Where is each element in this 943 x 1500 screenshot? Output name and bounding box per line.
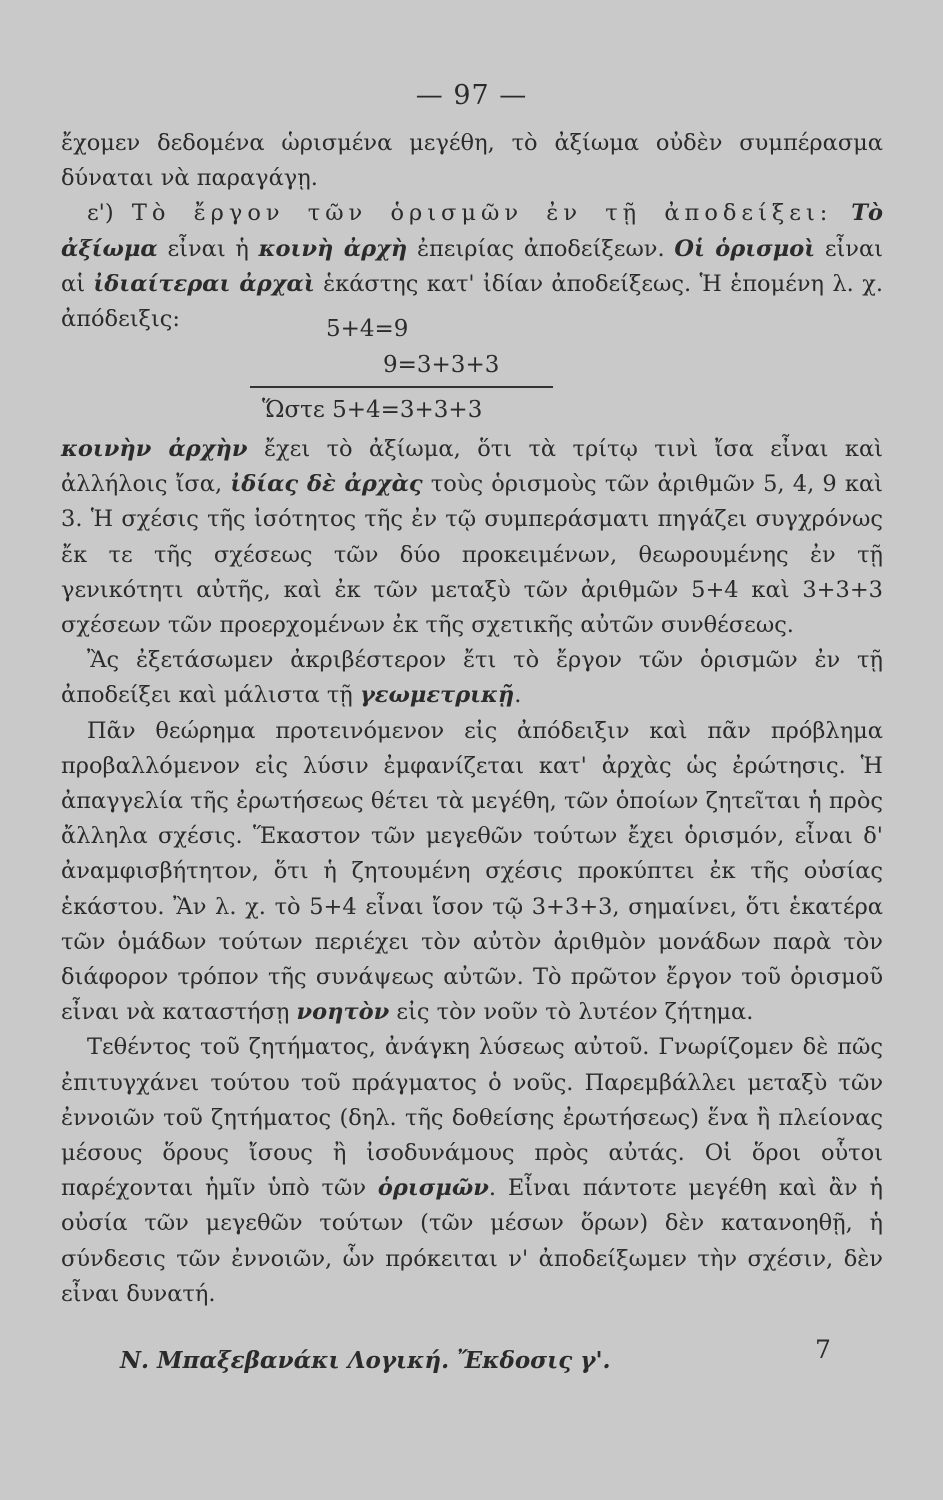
emphasis: νοητὸν: [296, 999, 390, 1026]
paragraph-3: [61, 432, 883, 643]
text-run: ἔχει τὸ ἀξίωμα, ὅτι τὰ τρίτῳ τινὶ ἴσα εἶναι καὶ ἀλλήλοις ἴσα,: [61, 436, 883, 498]
emphasis: γεωμετρικῇ: [359, 682, 515, 709]
text-run: Τεθέντος τοῦ ζητήματος, ἀνάγκη λύσεως αὐτοῦ. Γνωρίζομεν δὲ πῶς ἐπιτυγχάνει τούτου τοῦ πράγματος ὁ νοῦς. Παρεμβάλλει μεταξὺ τῶν ἐννοιῶν τοῦ ζητήματος (δηλ. τῆς δοθείσης ἐρωτήσεως) ἕνα ἢ πλείονας μέσους ὅρους ἴσους ἢ ἰσοδυνάμους πρὸς αὐτάς. Οἱ ὅροι οὗτοι παρέχονται ἡμῖν ὑπὸ τῶν: [61, 1034, 883, 1202]
paragraph-4: [61, 643, 883, 713]
emphasis: ὁρισμῶν: [377, 1175, 489, 1202]
equation-1: 5+4=9: [326, 316, 409, 342]
paragraph-2: [61, 196, 883, 337]
text-run: εἶναι ἡ: [157, 235, 259, 262]
text-run: εἰς τὸν νοῦν τὸ λυτέον ζήτημα.: [389, 999, 754, 1026]
emphasis: Τὸ ἀξίωμα: [61, 200, 883, 262]
emphasis: ἰδιαίτεραι ἀρχαὶ: [93, 270, 315, 297]
text-run: τοὺς ὁρισμοὺς τῶν ἀριθμῶν 5, 4, 9 καὶ 3. Ἡ σχέσις τῆς ἰσότητος τῆς ἐν τῷ συμπεράσματι πηγάζει συγχρόνως ἔκ τε τῆς σχέσεως τῶν δύο προκειμένων, θεωρουμένης ἐν τῇ γενικότητι αὐτῆς, καὶ ἐκ τῶν μεταξὺ τῶν ἀριθμῶν 5+4 καὶ 3+3+3 σχέσεων τῶν προερχομένων ἐκ τῆς σχετικῆς αὐτῶν συνθέσεως.: [61, 471, 883, 639]
emphasis: ἰδίας δὲ ἀρχὰς: [230, 471, 423, 498]
body-text-top: [61, 126, 883, 337]
text-run: Πᾶν θεώρημα προτεινόμενον εἰς ἀπόδειξιν καὶ πᾶν πρόβλημα προβαλλόμενον εἰς λύσιν ἐμφανίζεται κατ' ἀρχὰς ὡς ἐρώτησις. Ἡ ἀπαγγελία τῆς ἐρωτήσεως θέτει τὰ μεγέθη, τῶν ὁποίων ζητεῖται ἡ πρὸς ἄλληλα σχέσις. Ἕκαστον τῶν μεγεθῶν τούτων ἔχει ὁρισμόν, εἶναι δ' ἀναμφισβήτητον, ὅτι ἡ ζητουμένη σχέσις προκύπτει ἐκ τῆς οὐσίας ἑκάστου. Ἂν λ. χ. τὸ 5+4 εἶναι ἴσον τῷ 3+3+3, σημαίνει, ὅτι ἑκατέρα τῶν ὁμάδων τούτων περιέχει τὸν αὐτὸν ἀριθμὸν μονάδων παρὰ τὸν διάφορον τρόπον τῆς συνάψεως αὐτῶν. Τὸ πρῶτον ἔργον τοῦ ὁρισμοῦ εἶναι νὰ καταστήσῃ: [61, 717, 883, 1026]
body-text-bottom: [61, 432, 883, 1312]
section-heading: Τὸ ἔργον τῶν ὁρισμῶν ἐν τῇ ἀποδείξει:: [131, 200, 833, 227]
text-run: ἑκάστης κατ' ἰδίαν ἀποδείξεως. Ἡ ἑπομένη λ. χ. ἀπόδειξις:: [61, 270, 884, 333]
section-marker: ε'): [87, 200, 132, 227]
emphasis: κοινὴν ἀρχὴν: [61, 436, 248, 462]
paragraph-6: [61, 1030, 883, 1312]
signature-mark: 7: [815, 1335, 831, 1364]
paragraph-1: ἔχομεν δεδομένα ὡρισμένα μεγέθη, τὸ ἀξίωμα οὐδὲν συμπέρασμα δύναται νὰ παραγάγῃ.: [61, 130, 883, 192]
equation-rule: [250, 386, 553, 388]
paragraph-5: [61, 714, 883, 1031]
text-run: εἶναι αἱ: [61, 235, 884, 297]
emphasis: Οἱ ὁρισμοὶ: [674, 235, 816, 262]
equation-2: 9=3+3+3: [383, 352, 500, 378]
page-number: — 97 —: [415, 80, 528, 111]
text-run: Ἂς ἐξετάσωμεν ἀκριβέστερον ἔτι τὸ ἔργον τῶν ὁρισμῶν ἐν τῇ ἀποδείξει καὶ μάλιστα τῇ: [61, 647, 883, 709]
emphasis: κοινὴ ἀρχὴ: [258, 235, 408, 262]
text-run: . Εἶναι πάντοτε μεγέθη καὶ ἂν ἡ οὐσία τῶν μεγεθῶν τούτων (τῶν μέσων ὅρων) δὲν κατανοηθῇ, ἡ σύνδεσις τῶν ἐννοιῶν, ὧν πρόκειται ν' ἀποδείξωμεν τὴν σχέσιν, δὲν εἶναι δυνατή.: [61, 1175, 883, 1307]
text-run: .: [514, 682, 522, 709]
footer-signature: Ν. Μπαξεβανάκι Λογική. Ἔκδοσις γ'.: [120, 1347, 611, 1374]
equation-conclusion: Ὥστε 5+4=3+3+3: [262, 397, 483, 423]
text-run: ἐπειρίας ἀποδείξεων.: [407, 235, 675, 262]
